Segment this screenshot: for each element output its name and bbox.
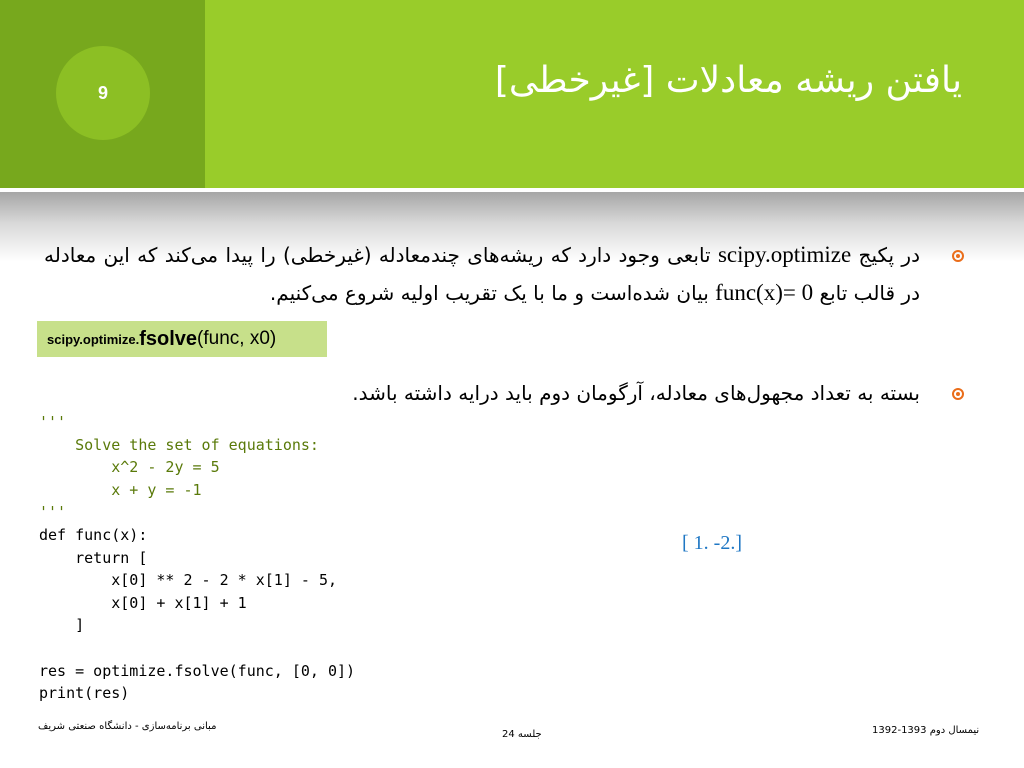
- bullet1-part2: تابعی وجود دارد که ریشه‌های چندمعادله (غیرخطی) را پیدا می‌کند که این معادله در قالب تابع: [44, 243, 920, 305]
- code-docstring: ''' Solve the set of equations: x^2 - 2y = 5 x + y = -1 ''': [39, 413, 319, 522]
- bullet1-part3: بیان شده‌است و ما با یک تقریب اولیه شروع می‌کنیم.: [269, 281, 716, 305]
- function-expression: func(x)= 0: [715, 280, 814, 305]
- fsolve-name: fsolve: [139, 327, 198, 350]
- slide-title: یافتن ریشه معادلات [غیرخطی]: [494, 60, 962, 101]
- page-number-circle: [56, 46, 150, 140]
- bullet-icon: [952, 250, 964, 262]
- program-output: [ 1. -2.]: [682, 532, 742, 554]
- page-number: 9: [97, 82, 108, 103]
- bullet1-part1: در پکیج: [851, 243, 920, 267]
- footer-session: جلسه 24: [502, 729, 542, 740]
- bullet-paragraph-1: [44, 236, 920, 312]
- fsolve-signature-box: [37, 321, 327, 357]
- footer-semester: نیمسال دوم 1393-1392: [872, 725, 980, 736]
- code-body: def func(x): return [ x[0] ** 2 - 2 * x[1] - 5, x[0] + x[1] + 1 ] res = optimize.fsolve(func, [0, 0]) print(res): [39, 525, 356, 703]
- bullet-paragraph-2: بسته به تعداد مجهول‌های معادله، آرگومان دوم باید درایه داشته باشد.: [352, 381, 920, 405]
- package-name: scipy.optimize: [717, 242, 852, 267]
- fsolve-args: (func, x0): [197, 328, 277, 349]
- code-block: [39, 411, 355, 705]
- fsolve-prefix: scipy.optimize.: [47, 331, 140, 347]
- bullet-icon: [952, 388, 964, 400]
- footer-course: مبانی برنامه‌سازی - دانشگاه صنعتی شریف: [38, 721, 217, 732]
